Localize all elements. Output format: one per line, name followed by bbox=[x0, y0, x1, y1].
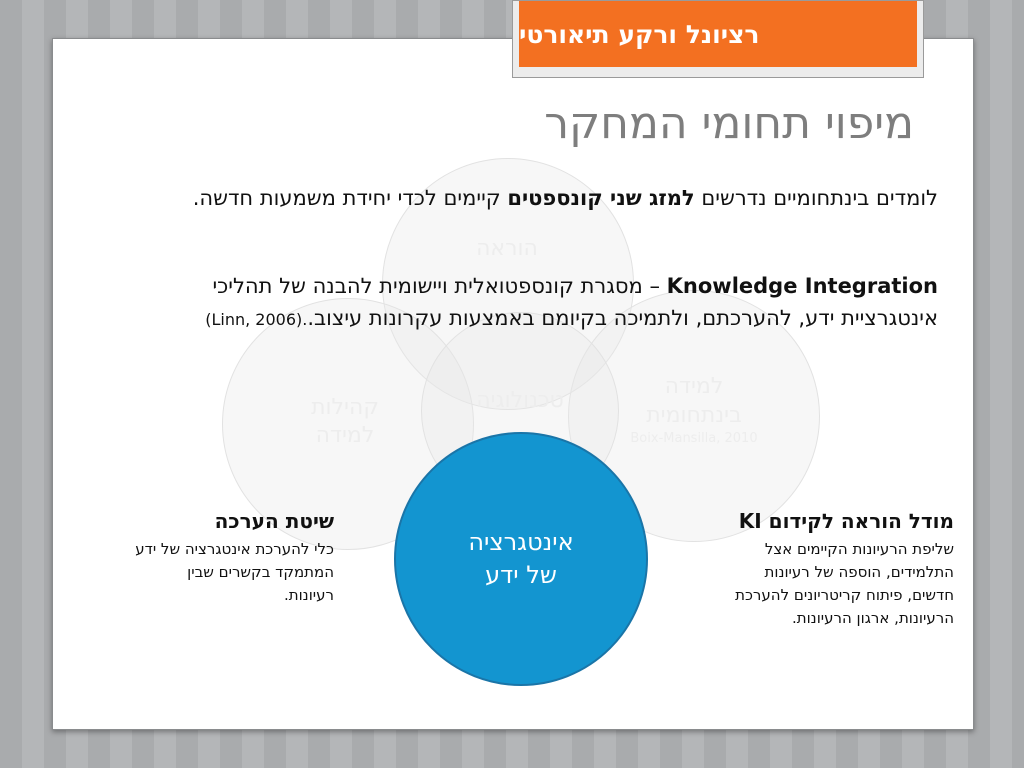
circle-label-interdisciplinary bbox=[602, 372, 786, 448]
paragraph1-part1: לומדים בינתחומיים נדרשים bbox=[694, 186, 938, 210]
circle-citation: Boix-Mansilla, 2010 bbox=[630, 431, 758, 446]
knowledge-integration-line2: של ידע bbox=[485, 561, 557, 589]
paragraph1-part2: קיימים לכדי יחידת משמעות חדשה. bbox=[192, 186, 508, 210]
circle-label-interdisciplinary-line2: בינתחומית bbox=[646, 403, 742, 428]
knowledge-integration-line1: אינטגרציה bbox=[468, 528, 574, 556]
teaching-model-block bbox=[664, 508, 954, 630]
paragraph2-citation: (Linn, 2006). bbox=[200, 310, 308, 329]
assessment-method-heading: שיטת הערכה bbox=[214, 509, 334, 533]
circle-label-technology: טכנולוגיה bbox=[476, 388, 564, 413]
knowledge-integration-circle bbox=[394, 432, 648, 686]
section-header-label: רציונל ורקע תיאורטי bbox=[519, 19, 760, 49]
paragraph2-dash: – bbox=[642, 274, 667, 298]
section-header bbox=[519, 1, 917, 67]
circle-label-interdisciplinary-line1: למידה bbox=[664, 374, 724, 399]
paragraph2-text: מסגרת קונספטואלית ויישומית להבנה של תהליכי אינטגרציית ידע, להערכתם, ולתמיכה בקיומם באמצעות עקרונות עיצוב. bbox=[212, 274, 938, 330]
header-frame bbox=[512, 0, 924, 78]
circle-label-communities-line2: למידה bbox=[315, 423, 375, 448]
teaching-model-heading: מודל הוראה לקידום KI bbox=[738, 509, 954, 533]
assessment-method-block bbox=[134, 508, 334, 607]
circle-label-communities bbox=[270, 394, 420, 450]
teaching-model-text: שליפת הרעיונות הקיימים אצל התלמידים, הוספה של רעיונות חדשים, פיתוח קריטריונים להערכת הרעיונות, ארגון הרעיונות. bbox=[735, 540, 954, 627]
slide-title: מיפוי תחומי המחקר bbox=[544, 98, 914, 149]
knowledge-integration-term: Knowledge Integration bbox=[666, 274, 938, 298]
paragraph-blending-concepts bbox=[148, 182, 938, 214]
circle-label-communities-line1: קהילות bbox=[311, 395, 379, 420]
assessment-method-text: כלי להערכת אינטגרציה של ידע המתמקד בקשרים שבין רעיונות. bbox=[135, 540, 334, 604]
paragraph1-bold: למזג שני קונספטים bbox=[507, 186, 695, 210]
paragraph-knowledge-integration bbox=[148, 270, 938, 336]
circle-label-teaching: הוראה bbox=[476, 236, 538, 261]
